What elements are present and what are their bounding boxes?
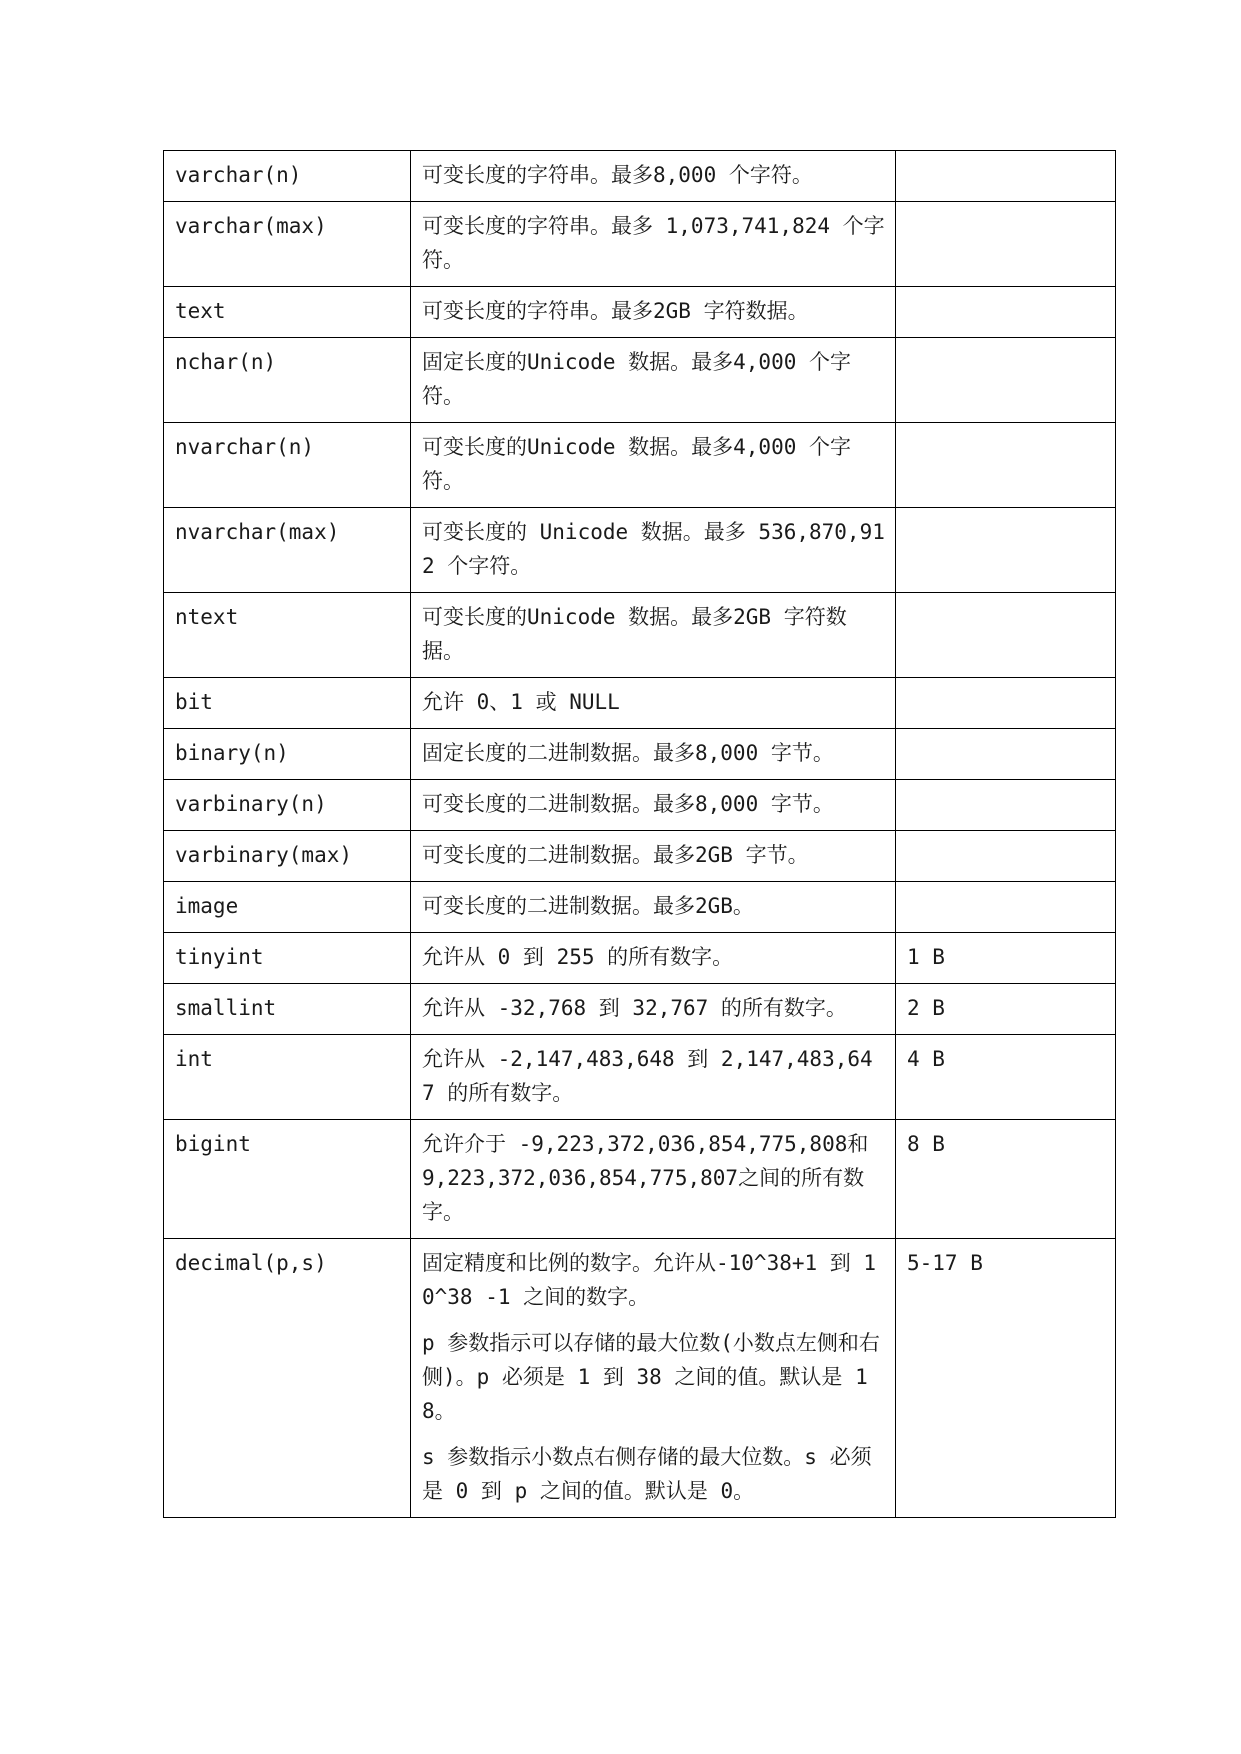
data-types-table: [163, 150, 1116, 1518]
table-row: [164, 1035, 1116, 1120]
description-cell: [411, 933, 896, 984]
description-paragraph: 固定长度的Unicode 数据。最多4,000 个字符。: [422, 350, 852, 408]
description-paragraph: s 参数指示小数点右侧存储的最大位数。s 必须是 0 到 p 之间的值。默认是 0。: [422, 1445, 872, 1503]
storage-size-cell: [896, 780, 1116, 831]
description-cell: [411, 151, 896, 202]
storage-size-cell: 5-17 B: [896, 1239, 1116, 1518]
description-cell: [411, 202, 896, 287]
type-cell: tinyint: [164, 933, 411, 984]
type-cell: varbinary(n): [164, 780, 411, 831]
description-cell: [411, 1239, 896, 1518]
storage-size-cell: [896, 678, 1116, 729]
table-body: [164, 151, 1116, 1518]
type-cell: varchar(n): [164, 151, 411, 202]
type-cell: int: [164, 1035, 411, 1120]
description-cell: [411, 1035, 896, 1120]
storage-size-cell: 2 B: [896, 984, 1116, 1035]
storage-size-cell: [896, 151, 1116, 202]
type-cell: varchar(max): [164, 202, 411, 287]
description-cell: [411, 678, 896, 729]
storage-size-cell: 8 B: [896, 1120, 1116, 1239]
table-row: [164, 984, 1116, 1035]
description-paragraph: 允许介于 -9,223,372,036,854,775,808和 9,223,372,036,854,775,807之间的所有数字。: [422, 1132, 869, 1224]
description-cell: [411, 423, 896, 508]
table-row: [164, 933, 1116, 984]
description-cell: [411, 508, 896, 593]
storage-size-cell: [896, 882, 1116, 933]
table-row: [164, 1239, 1116, 1518]
storage-size-cell: [896, 729, 1116, 780]
description-paragraph: 可变长度的 Unicode 数据。最多 536,870,912 个字符。: [422, 520, 885, 578]
description-cell: [411, 984, 896, 1035]
description-paragraph: 可变长度的二进制数据。最多2GB。: [422, 894, 754, 918]
type-cell: bigint: [164, 1120, 411, 1239]
description-cell: [411, 1120, 896, 1239]
description-cell: [411, 882, 896, 933]
type-cell: image: [164, 882, 411, 933]
table-row: [164, 729, 1116, 780]
storage-size-cell: 1 B: [896, 933, 1116, 984]
type-cell: varbinary(max): [164, 831, 411, 882]
table-row: [164, 202, 1116, 287]
type-cell: smallint: [164, 984, 411, 1035]
type-cell: ntext: [164, 593, 411, 678]
description-cell: [411, 287, 896, 338]
description-paragraph: 允许 0、1 或 NULL: [422, 690, 620, 714]
description-paragraph: 可变长度的字符串。最多2GB 字符数据。: [422, 299, 809, 323]
description-paragraph: 可变长度的字符串。最多 1,073,741,824 个字符。: [422, 214, 885, 272]
storage-size-cell: [896, 287, 1116, 338]
storage-size-cell: [896, 831, 1116, 882]
description-paragraph: 固定精度和比例的数字。允许从-10^38+1 到 10^38 -1 之间的数字。: [422, 1251, 877, 1309]
description-cell: [411, 831, 896, 882]
storage-size-cell: [896, 593, 1116, 678]
table-row: [164, 831, 1116, 882]
storage-size-cell: [896, 338, 1116, 423]
description-paragraph: 可变长度的字符串。最多8,000 个字符。: [422, 163, 813, 187]
description-paragraph: 允许从 -32,768 到 32,767 的所有数字。: [422, 996, 847, 1020]
storage-size-cell: [896, 423, 1116, 508]
table-row: [164, 338, 1116, 423]
table-row: [164, 593, 1116, 678]
table-row: [164, 423, 1116, 508]
table-row: [164, 287, 1116, 338]
table-row: [164, 678, 1116, 729]
description-paragraph: 允许从 0 到 255 的所有数字。: [422, 945, 734, 969]
description-paragraph: 固定长度的二进制数据。最多8,000 字节。: [422, 741, 834, 765]
table-row: [164, 780, 1116, 831]
description-cell: [411, 729, 896, 780]
type-cell: bit: [164, 678, 411, 729]
type-cell: text: [164, 287, 411, 338]
description-paragraph: 可变长度的二进制数据。最多8,000 字节。: [422, 792, 834, 816]
type-cell: binary(n): [164, 729, 411, 780]
type-cell: nvarchar(n): [164, 423, 411, 508]
description-cell: [411, 780, 896, 831]
table-row: [164, 151, 1116, 202]
description-cell: [411, 593, 896, 678]
description-paragraph: 允许从 -2,147,483,648 到 2,147,483,647 的所有数字。: [422, 1047, 873, 1105]
table-row: [164, 1120, 1116, 1239]
description-paragraph: 可变长度的Unicode 数据。最多2GB 字符数据。: [422, 605, 847, 663]
type-cell: nchar(n): [164, 338, 411, 423]
storage-size-cell: [896, 508, 1116, 593]
type-cell: decimal(p,s): [164, 1239, 411, 1518]
description-paragraph: 可变长度的Unicode 数据。最多4,000 个字符。: [422, 435, 852, 493]
description-paragraph: 可变长度的二进制数据。最多2GB 字节。: [422, 843, 809, 867]
table-row: [164, 508, 1116, 593]
description-paragraph: p 参数指示可以存储的最大位数(小数点左侧和右侧)。p 必须是 1 到 38 之间的值。默认是 18。: [422, 1331, 880, 1423]
storage-size-cell: [896, 202, 1116, 287]
description-cell: [411, 338, 896, 423]
table-row: [164, 882, 1116, 933]
type-cell: nvarchar(max): [164, 508, 411, 593]
storage-size-cell: 4 B: [896, 1035, 1116, 1120]
